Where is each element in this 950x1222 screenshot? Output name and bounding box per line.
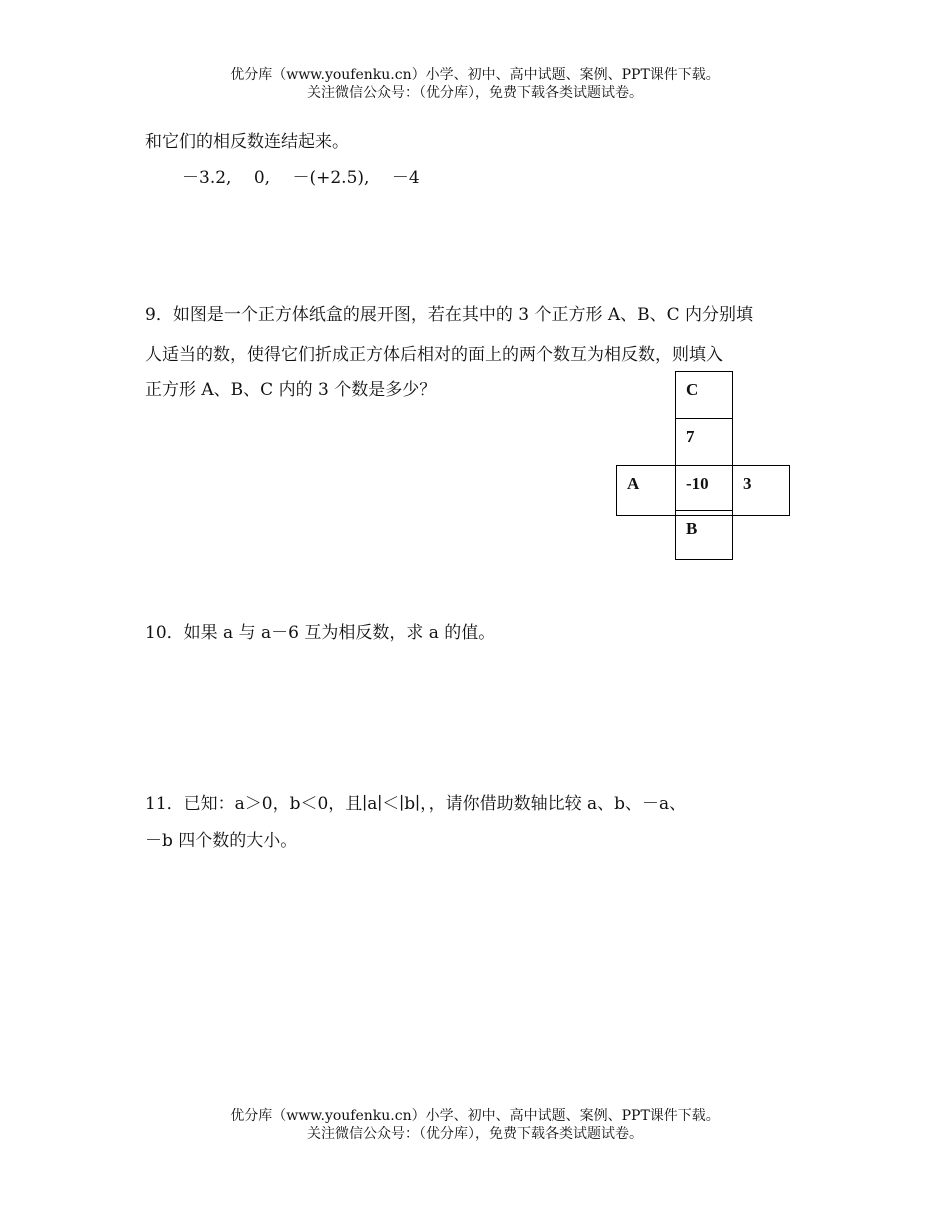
footer-line-1: 优分库（www.youfenku.cn）小学、初中、高中试题、案例、PPT课件下载。	[230, 1108, 720, 1124]
cube-face-b: B	[675, 510, 733, 560]
cube-face-3: 3	[732, 465, 790, 516]
q9-line-3: 正方形 A、B、C 内的 3 个数是多少？	[145, 380, 437, 400]
cube-face-a: A	[616, 465, 676, 516]
q9-line-1: 9．如图是一个正方体纸盒的展开图，若在其中的 3 个正方形 A、B、C 内分别填	[145, 305, 754, 325]
page-footer	[0, 1107, 950, 1143]
footer-line-2: 关注微信公众号：（优分库），免费下载各类试题试卷。	[307, 1126, 643, 1142]
cube-face-7: 7	[675, 418, 733, 466]
q11-line-2: －b 四个数的大小。	[145, 831, 298, 851]
cube-face-c: C	[675, 371, 733, 419]
page-header	[0, 66, 950, 102]
header-line-2: 关注微信公众号：（优分库），免费下载各类试题试卷。	[307, 85, 643, 101]
q8-text-tail: 和它们的相反数连结起来。	[145, 132, 349, 152]
cube-net-diagram	[616, 371, 792, 561]
q10-line-1: 10．如果 a 与 a－6 互为相反数，求 a 的值。	[145, 623, 496, 643]
q9-line-2: 人适当的数，使得它们折成正方体后相对的面上的两个数互为相反数，则填入	[145, 345, 723, 365]
q11-line-1: 11．已知：a＞0，b＜0，且∣a∣＜∣b∣，，请你借助数轴比较 a、b、－a、	[145, 794, 687, 814]
cube-face-minus10: -10	[675, 465, 733, 516]
header-line-1: 优分库（www.youfenku.cn）小学、初中、高中试题、案例、PPT课件下载。	[230, 67, 720, 83]
q8-numbers: －3.2, 0, －(+2.5), －4	[182, 168, 420, 188]
